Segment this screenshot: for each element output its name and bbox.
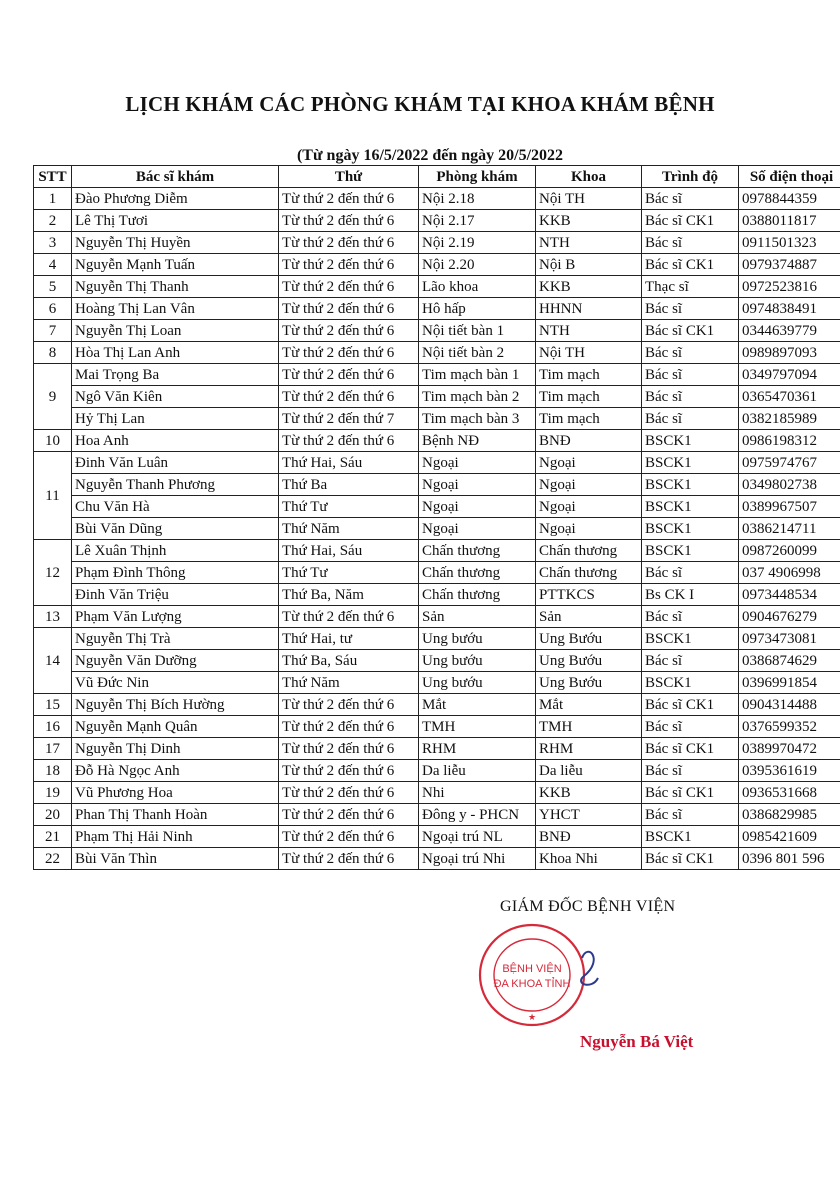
cell-department: PTTKCS (536, 584, 642, 606)
cell-department: YHCT (536, 804, 642, 826)
cell-department: Tim mạch (536, 408, 642, 430)
cell-phone: 0344639779 (739, 320, 840, 342)
cell-clinic: Ngoại (419, 518, 536, 540)
cell-department: Ngoại (536, 452, 642, 474)
cell-clinic: Đông y - PHCN (419, 804, 536, 826)
cell-phone: 0975974767 (739, 452, 840, 474)
cell-qualification: Bác sĩ (642, 298, 739, 320)
cell-day: Từ thứ 2 đến thứ 6 (279, 342, 419, 364)
cell-clinic: Ung bướu (419, 650, 536, 672)
cell-phone: 0389967507 (739, 496, 840, 518)
cell-department: Ung Bướu (536, 672, 642, 694)
table-row (34, 386, 840, 408)
cell-day: Từ thứ 2 đến thứ 6 (279, 826, 419, 848)
cell-qualification: BSCK1 (642, 540, 739, 562)
cell-phone: 0972523816 (739, 276, 840, 298)
table-row (34, 672, 840, 694)
cell-stt: 10 (34, 430, 72, 452)
cell-qualification: Bác sĩ CK1 (642, 320, 739, 342)
document-title: LỊCH KHÁM CÁC PHÒNG KHÁM TẠI KHOA KHÁM BỆNH (125, 92, 715, 116)
table-row (34, 298, 840, 320)
header-department: Khoa (536, 166, 642, 188)
cell-clinic: Nội tiết bàn 1 (419, 320, 536, 342)
cell-qualification: Bác sĩ (642, 562, 739, 584)
cell-day: Thứ Năm (279, 672, 419, 694)
cell-clinic: Hô hấp (419, 298, 536, 320)
cell-department: KKB (536, 782, 642, 804)
cell-doctor: Nguyễn Thanh Phương (72, 474, 279, 496)
table-row (34, 210, 840, 232)
table-row (34, 738, 840, 760)
cell-stt: 2 (34, 210, 72, 232)
cell-clinic: Nội 2.18 (419, 188, 536, 210)
cell-clinic: Chấn thương (419, 540, 536, 562)
cell-day: Từ thứ 2 đến thứ 6 (279, 364, 419, 386)
cell-department: NTH (536, 320, 642, 342)
cell-clinic: TMH (419, 716, 536, 738)
cell-doctor: Nguyễn Thị Trà (72, 628, 279, 650)
cell-qualification: Bác sĩ CK1 (642, 738, 739, 760)
cell-clinic: Ung bướu (419, 628, 536, 650)
table-row (34, 584, 840, 606)
cell-doctor: Bùi Văn Thìn (72, 848, 279, 870)
table-row (34, 650, 840, 672)
cell-qualification: BSCK1 (642, 672, 739, 694)
cell-department: Khoa Nhi (536, 848, 642, 870)
cell-phone: 0973448534 (739, 584, 840, 606)
cell-department: Mắt (536, 694, 642, 716)
cell-qualification: BSCK1 (642, 628, 739, 650)
cell-doctor: Nguyễn Mạnh Tuấn (72, 254, 279, 276)
cell-phone: 0382185989 (739, 408, 840, 430)
cell-phone: 0985421609 (739, 826, 840, 848)
cell-phone: 0386874629 (739, 650, 840, 672)
cell-clinic: Ung bướu (419, 672, 536, 694)
header-stt: STT (34, 166, 72, 188)
cell-doctor: Lê Xuân Thịnh (72, 540, 279, 562)
cell-doctor: Nguyễn Văn Dưỡng (72, 650, 279, 672)
cell-doctor: Phạm Văn Lượng (72, 606, 279, 628)
cell-phone: 037 4906998 (739, 562, 840, 584)
header-qualification: Trình độ (642, 166, 739, 188)
cell-phone: 0987260099 (739, 540, 840, 562)
cell-qualification: BSCK1 (642, 452, 739, 474)
cell-phone: 0386214711 (739, 518, 840, 540)
cell-phone: 0365470361 (739, 386, 840, 408)
cell-day: Từ thứ 2 đến thứ 6 (279, 738, 419, 760)
cell-stt: 6 (34, 298, 72, 320)
cell-phone: 0396 801 596 (739, 848, 840, 870)
cell-department: Ngoại (536, 474, 642, 496)
table-row (34, 320, 840, 342)
svg-text:★: ★ (527, 1012, 537, 1022)
table-row (34, 782, 840, 804)
cell-doctor: Hoàng Thị Lan Vân (72, 298, 279, 320)
cell-department: Nội B (536, 254, 642, 276)
header-doctor: Bác sĩ khám (72, 166, 279, 188)
cell-doctor: Bùi Văn Dũng (72, 518, 279, 540)
cell-qualification: Bác sĩ (642, 342, 739, 364)
cell-qualification: Bs CK I (642, 584, 739, 606)
table-row (34, 848, 840, 870)
cell-day: Từ thứ 2 đến thứ 6 (279, 254, 419, 276)
cell-day: Từ thứ 2 đến thứ 6 (279, 716, 419, 738)
cell-doctor: Nguyễn Thị Bích Hường (72, 694, 279, 716)
cell-day: Thứ Ba, Năm (279, 584, 419, 606)
cell-phone: 0349797094 (739, 364, 840, 386)
cell-stt: 19 (34, 782, 72, 804)
cell-clinic: Mắt (419, 694, 536, 716)
cell-clinic: Nội 2.19 (419, 232, 536, 254)
cell-day: Từ thứ 2 đến thứ 7 (279, 408, 419, 430)
table-row (34, 540, 840, 562)
cell-clinic: Ngoại trú NL (419, 826, 536, 848)
table-row (34, 188, 840, 210)
cell-day: Thứ Năm (279, 518, 419, 540)
cell-day: Thứ Ba, Sáu (279, 650, 419, 672)
cell-day: Từ thứ 2 đến thứ 6 (279, 320, 419, 342)
cell-qualification: Bác sĩ (642, 188, 739, 210)
table-row (34, 254, 840, 276)
table-row (34, 760, 840, 782)
cell-day: Từ thứ 2 đến thứ 6 (279, 298, 419, 320)
table-row (34, 716, 840, 738)
table-row (34, 628, 840, 650)
cell-department: Chấn thương (536, 540, 642, 562)
cell-phone: 0978844359 (739, 188, 840, 210)
cell-stt: 20 (34, 804, 72, 826)
cell-stt: 7 (34, 320, 72, 342)
cell-phone: 0911501323 (739, 232, 840, 254)
cell-doctor: Vũ Phương Hoa (72, 782, 279, 804)
cell-qualification: Bác sĩ CK1 (642, 694, 739, 716)
cell-phone: 0388011817 (739, 210, 840, 232)
cell-doctor: Nguyễn Thị Thanh (72, 276, 279, 298)
cell-doctor: Phạm Đình Thông (72, 562, 279, 584)
cell-phone: 0904314488 (739, 694, 840, 716)
cell-doctor: Nguyễn Mạnh Quân (72, 716, 279, 738)
cell-day: Từ thứ 2 đến thứ 6 (279, 430, 419, 452)
cell-doctor: Hoa Anh (72, 430, 279, 452)
table-row (34, 496, 840, 518)
cell-qualification: Bác sĩ CK1 (642, 782, 739, 804)
cell-doctor: Đỗ Hà Ngọc Anh (72, 760, 279, 782)
cell-day: Thứ Hai, Sáu (279, 452, 419, 474)
cell-doctor: Hỷ Thị Lan (72, 408, 279, 430)
cell-doctor: Đào Phương Diễm (72, 188, 279, 210)
cell-stt: 4 (34, 254, 72, 276)
cell-qualification: Bác sĩ (642, 232, 739, 254)
date-range-subtitle: (Từ ngày 16/5/2022 đến ngày 20/5/2022 (296, 147, 564, 164)
cell-clinic: Ngoại (419, 452, 536, 474)
table-row (34, 364, 840, 386)
cell-clinic: Bệnh NĐ (419, 430, 536, 452)
cell-day: Thứ Tư (279, 496, 419, 518)
cell-clinic: Chấn thương (419, 584, 536, 606)
cell-qualification: BSCK1 (642, 430, 739, 452)
cell-stt: 18 (34, 760, 72, 782)
cell-day: Từ thứ 2 đến thứ 6 (279, 606, 419, 628)
cell-clinic: Ngoại (419, 474, 536, 496)
cell-stt: 1 (34, 188, 72, 210)
table-header-row (34, 166, 840, 188)
table-row (34, 276, 840, 298)
cell-department: Ngoại (536, 518, 642, 540)
cell-doctor: Lê Thị Tươi (72, 210, 279, 232)
cell-clinic: Tim mạch bàn 2 (419, 386, 536, 408)
cell-doctor: Đinh Văn Triệu (72, 584, 279, 606)
cell-phone: 0986198312 (739, 430, 840, 452)
cell-qualification: Bác sĩ (642, 650, 739, 672)
cell-qualification: Bác sĩ (642, 760, 739, 782)
cell-day: Từ thứ 2 đến thứ 6 (279, 232, 419, 254)
table-row (34, 694, 840, 716)
cell-day: Từ thứ 2 đến thứ 6 (279, 848, 419, 870)
cell-qualification: Bác sĩ (642, 606, 739, 628)
cell-phone: 0396991854 (739, 672, 840, 694)
cell-doctor: Nguyễn Thị Huyền (72, 232, 279, 254)
seal-text-line1: BỆNH VIỆN (502, 963, 562, 975)
cell-department: Chấn thương (536, 562, 642, 584)
table-row (34, 804, 840, 826)
cell-department: NTH (536, 232, 642, 254)
seal-text-line2: ĐA KHOA TỈNH (493, 978, 571, 990)
cell-doctor: Mai Trọng Ba (72, 364, 279, 386)
hospital-seal (470, 920, 600, 1030)
cell-department: BNĐ (536, 826, 642, 848)
table-row (34, 342, 840, 364)
cell-clinic: Nội 2.17 (419, 210, 536, 232)
cell-phone: 0936531668 (739, 782, 840, 804)
cell-day: Từ thứ 2 đến thứ 6 (279, 804, 419, 826)
header-phone: Số điện thoại (739, 166, 840, 188)
cell-clinic: Sản (419, 606, 536, 628)
cell-stt: 16 (34, 716, 72, 738)
cell-stt: 3 (34, 232, 72, 254)
table-row (34, 452, 840, 474)
signature-title: GIÁM ĐỐC BỆNH VIỆN (500, 898, 676, 915)
cell-phone: 0904676279 (739, 606, 840, 628)
cell-day: Thứ Ba (279, 474, 419, 496)
cell-clinic: Lão khoa (419, 276, 536, 298)
cell-department: KKB (536, 276, 642, 298)
cell-qualification: Bác sĩ (642, 364, 739, 386)
cell-department: BNĐ (536, 430, 642, 452)
cell-phone: 0349802738 (739, 474, 840, 496)
cell-department: Da liễu (536, 760, 642, 782)
table-row (34, 408, 840, 430)
cell-phone: 0376599352 (739, 716, 840, 738)
table-row (34, 826, 840, 848)
cell-clinic: Nội tiết bàn 2 (419, 342, 536, 364)
signer-name: Nguyễn Bá Việt (580, 1032, 694, 1051)
cell-department: Nội TH (536, 342, 642, 364)
cell-stt: 11 (34, 452, 72, 540)
cell-clinic: Nhi (419, 782, 536, 804)
cell-phone: 0389970472 (739, 738, 840, 760)
cell-stt: 14 (34, 628, 72, 694)
cell-department: Tim mạch (536, 386, 642, 408)
cell-phone: 0395361619 (739, 760, 840, 782)
cell-qualification: BSCK1 (642, 826, 739, 848)
cell-clinic: Tim mạch bàn 1 (419, 364, 536, 386)
cell-phone: 0989897093 (739, 342, 840, 364)
cell-day: Từ thứ 2 đến thứ 6 (279, 276, 419, 298)
cell-day: Thứ Hai, tư (279, 628, 419, 650)
cell-day: Thứ Hai, Sáu (279, 540, 419, 562)
cell-department: Nội TH (536, 188, 642, 210)
table-row (34, 430, 840, 452)
cell-stt: 17 (34, 738, 72, 760)
cell-stt: 22 (34, 848, 72, 870)
cell-stt: 9 (34, 364, 72, 430)
cell-qualification: Bác sĩ CK1 (642, 848, 739, 870)
cell-qualification: Thạc sĩ (642, 276, 739, 298)
cell-qualification: BSCK1 (642, 474, 739, 496)
cell-clinic: RHM (419, 738, 536, 760)
cell-doctor: Ngô Văn Kiên (72, 386, 279, 408)
table-row (34, 606, 840, 628)
cell-doctor: Chu Văn Hà (72, 496, 279, 518)
table-row (34, 518, 840, 540)
cell-department: Ung Bướu (536, 628, 642, 650)
cell-doctor: Phan Thị Thanh Hoàn (72, 804, 279, 826)
cell-stt: 21 (34, 826, 72, 848)
cell-doctor: Nguyễn Thị Loan (72, 320, 279, 342)
cell-day: Từ thứ 2 đến thứ 6 (279, 386, 419, 408)
cell-clinic: Da liễu (419, 760, 536, 782)
cell-department: Sản (536, 606, 642, 628)
cell-qualification: Bác sĩ (642, 408, 739, 430)
cell-phone: 0386829985 (739, 804, 840, 826)
table-row (34, 562, 840, 584)
cell-day: Từ thứ 2 đến thứ 6 (279, 782, 419, 804)
cell-department: Ung Bướu (536, 650, 642, 672)
cell-phone: 0973473081 (739, 628, 840, 650)
cell-doctor: Nguyễn Thị Dinh (72, 738, 279, 760)
header-day: Thứ (279, 166, 419, 188)
cell-department: KKB (536, 210, 642, 232)
cell-stt: 5 (34, 276, 72, 298)
cell-stt: 15 (34, 694, 72, 716)
table-row (34, 232, 840, 254)
header-clinic: Phòng khám (419, 166, 536, 188)
schedule-body (34, 188, 840, 870)
cell-department: TMH (536, 716, 642, 738)
cell-qualification: Bác sĩ (642, 804, 739, 826)
cell-day: Từ thứ 2 đến thứ 6 (279, 760, 419, 782)
cell-clinic: Ngoại trú Nhi (419, 848, 536, 870)
cell-phone: 0979374887 (739, 254, 840, 276)
cell-stt: 13 (34, 606, 72, 628)
cell-clinic: Tim mạch bàn 3 (419, 408, 536, 430)
cell-doctor: Phạm Thị Hải Ninh (72, 826, 279, 848)
cell-day: Từ thứ 2 đến thứ 6 (279, 694, 419, 716)
cell-department: HHNN (536, 298, 642, 320)
cell-day: Thứ Tư (279, 562, 419, 584)
cell-department: Ngoại (536, 496, 642, 518)
cell-clinic: Nội 2.20 (419, 254, 536, 276)
cell-qualification: Bác sĩ CK1 (642, 254, 739, 276)
cell-stt: 8 (34, 342, 72, 364)
schedule-table (33, 165, 840, 870)
cell-phone: 0974838491 (739, 298, 840, 320)
table-row (34, 474, 840, 496)
cell-qualification: Bác sĩ (642, 386, 739, 408)
cell-clinic: Ngoại (419, 496, 536, 518)
cell-department: RHM (536, 738, 642, 760)
cell-department: Tim mạch (536, 364, 642, 386)
cell-clinic: Chấn thương (419, 562, 536, 584)
cell-stt: 12 (34, 540, 72, 606)
cell-doctor: Vũ Đức Nin (72, 672, 279, 694)
cell-day: Từ thứ 2 đến thứ 6 (279, 210, 419, 232)
cell-qualification: Bác sĩ (642, 716, 739, 738)
cell-day: Từ thứ 2 đến thứ 6 (279, 188, 419, 210)
cell-qualification: BSCK1 (642, 518, 739, 540)
cell-doctor: Hòa Thị Lan Anh (72, 342, 279, 364)
cell-qualification: Bác sĩ CK1 (642, 210, 739, 232)
cell-doctor: Đinh Văn Luân (72, 452, 279, 474)
cell-qualification: BSCK1 (642, 496, 739, 518)
